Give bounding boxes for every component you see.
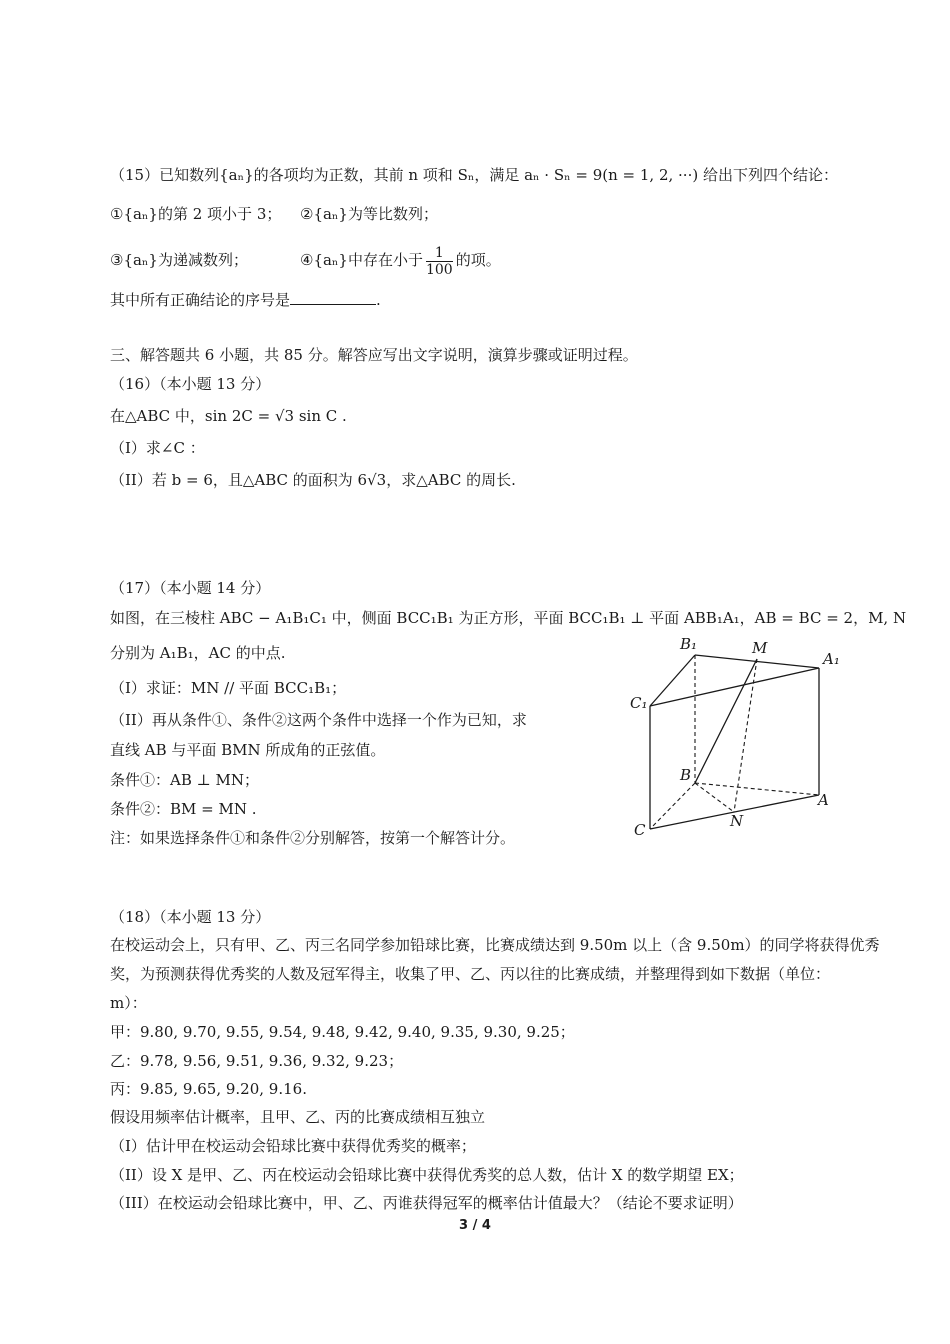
q17-condition-1: 条件①：AB ⊥ MN； [110,771,259,789]
q15-option-2: ②{aₙ}为等比数列； [300,205,438,223]
prism-figure [620,628,850,848]
label-b1: B₁ [680,635,698,653]
section-3-heading: 三、解答题共 6 小题，共 85 分。解答应写出文字说明，演算步骤或证明过程。 [110,346,638,364]
hidden-segment-b-n [695,783,734,812]
q15-option-4-post: 的项。 [455,251,501,269]
q18-stem-1: 在校运动会上，只有甲、乙、丙三名同学参加铅球比赛，比赛成绩达到 9.50m 以上（含 9.50m）的同学将获得优秀 [110,936,880,954]
q15-answer-blank [290,290,376,305]
q15-option-4-pre: ④{aₙ}中存在小于 [300,251,423,269]
q15-stem: （15）已知数列{aₙ}的各项均为正数，其前 n 项和 Sₙ，满足 aₙ · Sₙ = 9(n = 1, 2, ···) 给出下列四个结论： [110,166,838,184]
q16-part-2: （II）若 b = 6，且△ABC 的面积为 6√3，求△ABC 的周长. [110,471,516,489]
label-n: N [730,812,744,830]
q15-question [110,290,381,310]
q15-fraction [426,245,453,278]
label-m: M [752,639,768,657]
label-b: B [680,766,692,784]
q18-data-yi: 乙：9.78, 9.56, 9.51, 9.36, 9.32, 9.23； [110,1052,404,1070]
q17-part-1: （I）求证：MN // 平面 BCC₁B₁； [110,679,347,697]
q17-part-2b: 直线 AB 与平面 BMN 所成角的正弦值。 [110,741,386,759]
edge-b1-c1 [650,655,695,706]
q17-header: （17）（本小题 14 分） [110,579,271,597]
hidden-edge-b-a [695,783,819,795]
q15-question-end: . [376,291,381,309]
segment-b-m [695,659,757,783]
q18-data-jia: 甲：9.80, 9.70, 9.55, 9.54, 9.48, 9.42, 9.40, 9.35, 9.30, 9.25； [110,1023,575,1041]
q17-stem-1: 如图，在三棱柱 ABC − A₁B₁C₁ 中，侧面 BCC₁B₁ 为正方形，平面 BCC₁B₁ ⊥ 平面 ABB₁A₁，AB = BC = 2，M, N [110,609,907,627]
q15-option-1: ①{aₙ}的第 2 项小于 3； [110,205,282,223]
label-a1: A₁ [823,650,840,668]
q18-data-bing: 丙：9.85, 9.65, 9.20, 9.16. [110,1080,307,1098]
q18-part-1: （I）估计甲在校运动会铅球比赛中获得优秀奖的概率； [110,1137,476,1155]
q15-question-text: 其中所有正确结论的序号是 [110,291,291,309]
q15-option-4 [300,240,501,280]
q16-stem: 在△ABC 中，sin 2C = √3 sin C . [110,407,347,425]
q15-fraction-denominator: 100 [425,261,453,278]
q18-header: （18）（本小题 13 分） [110,908,271,926]
q18-assumption: 假设用频率估计概率，且甲、乙、丙的比赛成绩相互独立 [110,1108,486,1126]
q18-part-3: （III）在校运动会铅球比赛中，甲、乙、丙谁获得冠军的概率估计值最大？（结论不要求证明） [110,1194,743,1212]
label-c: C [634,821,646,839]
q17-note: 注：如果选择条件①和条件②分别解答，按第一个解答计分。 [110,829,516,847]
q17-stem-2: 分别为 A₁B₁，AC 的中点. [110,644,286,662]
q18-stem-2: 奖，为预测获得优秀奖的人数及冠军得主，收集了甲、乙、丙以往的比赛成绩，并整理得到如下数据（单位： [110,965,831,983]
q16-header: （16）（本小题 13 分） [110,375,271,393]
q16-part-1: （I）求∠C ： [110,439,205,457]
hidden-edge-b-c [650,783,695,829]
label-c1: C₁ [630,694,648,712]
q17-condition-2: 条件②：BM = MN . [110,800,257,818]
q17-part-2a: （II）再从条件①、条件②这两个条件中选择一个作为已知，求 [110,711,527,729]
q18-stem-3: m）： [110,994,147,1012]
page-number: 3 / 4 [459,1218,491,1233]
q15-option-3: ③{aₙ}为递减数列； [110,251,248,269]
q15-fraction-numerator: 1 [426,245,453,262]
q18-part-2: （II）设 X 是甲、乙、丙在校运动会铅球比赛中获得优秀奖的总人数，估计 X 的数学期望 EX； [110,1166,744,1184]
label-a: A [818,791,829,809]
edge-c1-a1 [650,668,819,706]
